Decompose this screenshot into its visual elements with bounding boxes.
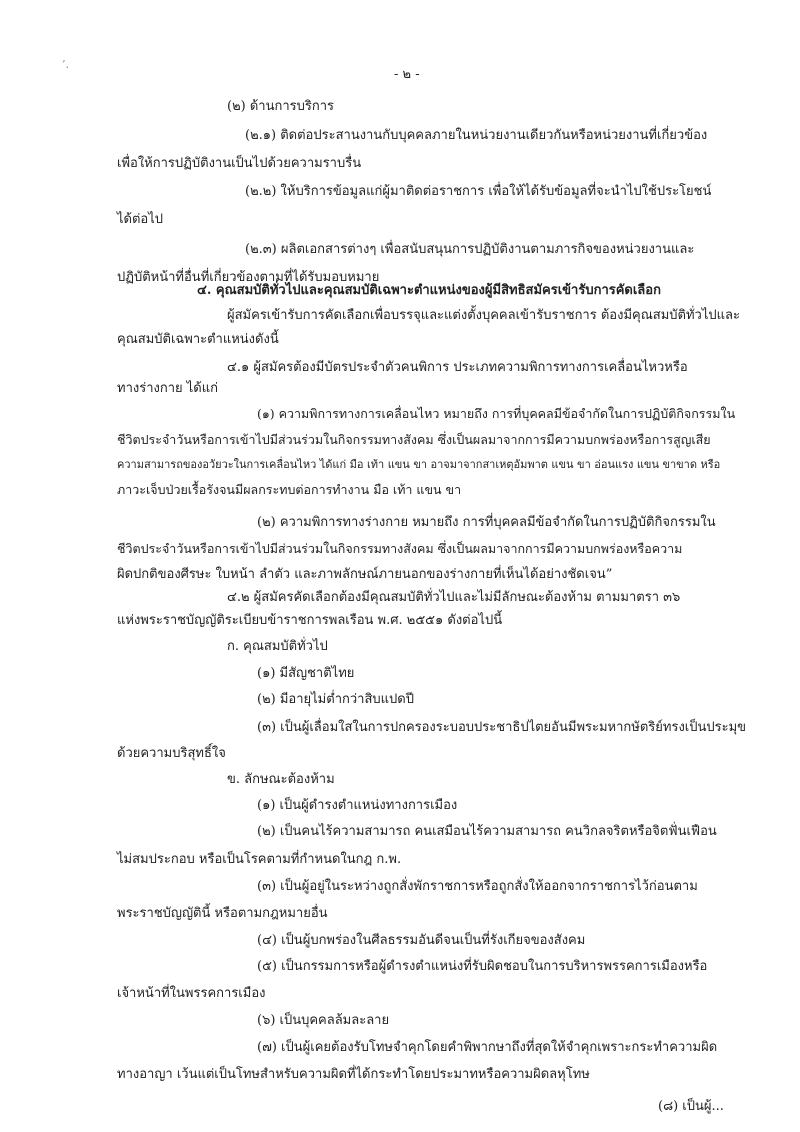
doc-line: (๒) ด้านการบริการ [227, 99, 335, 114]
doc-line: ๔.๑ ผู้สมัครต้องมีบัตรประจำตัวคนพิการ ประเภทความพิการทางการเคลื่อนไหวหรือ [227, 360, 688, 375]
doc-line: (๓) เป็นผู้อยู่ในระหว่างถูกสั่งพักราชการหรือถูกสั่งให้ออกจากราชการไว้ก่อนตาม [257, 879, 698, 894]
doc-line: คุณสมบัติเฉพาะตำแหน่งดังนี้ [117, 332, 279, 347]
doc-line: ไม่สมประกอบ หรือเป็นโรคตามที่กำหนดในกฎ ก.พ. [117, 852, 402, 867]
doc-line: ชีวิตประจำวันหรือการเข้าไปมีส่วนร่วมในกิจกรรมทางสังคม ซึ่งเป็นผลมาจากการมีความบกพร่องหรือการสูญเสีย [117, 432, 711, 447]
doc-line: ผู้สมัครเข้ารับการคัดเลือกเพื่อบรรจุและแต่งตั้งบุคคลเข้ารับราชการ ต้องมีคุณสมบัติทั่วไปและ [227, 308, 740, 323]
doc-line: ได้ต่อไป [117, 212, 164, 227]
doc-line: (๑) ความพิการทางการเคลื่อนไหว หมายถึง การที่บุคคลมีข้อจำกัดในการปฏิบัติกิจกรรมใน [257, 406, 736, 421]
doc-line: ๔.๒ ผู้สมัครคัดเลือกต้องมีคุณสมบัติทั่วไปและไม่มีลักษณะต้องห้าม ตามมาตรา ๓๖ [227, 590, 681, 605]
doc-line: (๒) มีอายุไม่ต่ำกว่าสิบแปดปี [257, 692, 414, 707]
doc-line: (๖) เป็นบุคคลล้มละลาย [257, 1013, 390, 1028]
doc-line: ภาวะเจ็บป่วยเรื้อรังจนมีผลกระทบต่อการทำงาน มือ เท้า แขน ขา [117, 482, 462, 497]
margin-mark: ’. [62, 58, 69, 71]
doc-line: (๕) เป็นกรรมการหรือผู้ดำรงตำแหน่งที่รับผิดชอบในการบริหารพรรคการเมืองหรือ [257, 959, 708, 974]
doc-line: ปฏิบัติหน้าที่อื่นที่เกี่ยวข้องตามที่ได้รับมอบหมาย [117, 270, 380, 285]
doc-line: (๓) เป็นผู้เลื่อมใสในการปกครองระบอบประชาธิปไตยอันมีพระมหากษัตริย์ทรงเป็นประมุข [257, 720, 747, 735]
doc-line: แห่งพระราชบัญญัติระเบียบข้าราชการพลเรือน พ.ศ. ๒๕๕๑ ดังต่อไปนี้ [117, 613, 503, 628]
doc-line: (๒.๒) ให้บริการข้อมูลแก่ผู้มาติดต่อราชการ เพื่อให้ได้รับข้อมูลที่จะนำไปใช้ประโยชน์ [245, 184, 712, 199]
doc-line: พระราชบัญญัตินี้ หรือตามกฎหมายอื่น [117, 906, 328, 921]
doc-line: (๒.๑) ติดต่อประสานงานกับบุคคลภายในหน่วยงานเดียวกันหรือหน่วยงานที่เกี่ยวข้อง [245, 128, 708, 143]
doc-line: (๑) มีสัญชาติไทย [257, 666, 355, 681]
continuation-marker: (๘) เป็นผู้... [658, 1099, 724, 1114]
doc-line: (๒.๓) ผลิตเอกสารต่างๆ เพื่อสนับสนุนการปฏิบัติงานตามภารกิจของหน่วยงานและ [245, 242, 695, 257]
doc-line: ทางร่างกาย ได้แก่ [117, 381, 218, 396]
doc-line: ด้วยความบริสุทธิ์ใจ [117, 746, 226, 761]
doc-line: ความสามารถของอวัยวะในการเคลื่อนไหว ได้แก่ มือ เท้า แขน ขา อาจมาจากสาเหตุอัมพาต แขน ขา อ่อนแรง แขน ขาขาด หรือ [117, 458, 721, 471]
doc-line: ชีวิตประจำวันหรือการเข้าไปมีส่วนร่วมในกิจกรรมทางสังคม ซึ่งเป็นผลมาจากการมีความบกพร่องหรือความ [117, 541, 683, 556]
doc-line: เจ้าหน้าที่ในพรรคการเมือง [117, 986, 266, 1001]
doc-line: ผิดปกติของศีรษะ ใบหน้า ลำตัว และภาพลักษณ์ภายนอกของร่างกายที่เห็นได้อย่างชัดเจน” [117, 567, 613, 582]
doc-line: เพื่อให้การปฏิบัติงานเป็นไปด้วยความราบรื่น [117, 156, 362, 171]
doc-line: ทางอาญา เว้นแต่เป็นโทษสำหรับความผิดที่ได้กระทำโดยประมาทหรือความผิดลหุโทษ [117, 1067, 590, 1082]
doc-line: ก. คุณสมบัติทั่วไป [227, 639, 328, 654]
doc-line: (๒) ความพิการทางร่างกาย หมายถึง การที่บุคคลมีข้อจำกัดในการปฏิบัติกิจกรรมใน [257, 515, 716, 530]
doc-line: (๗) เป็นผู้เคยต้องรับโทษจำคุกโดยคำพิพากษาถึงที่สุดให้จำคุกเพราะกระทำความผิด [257, 1040, 718, 1055]
section-heading: ๔. คุณสมบัติทั่วไปและคุณสมบัติเฉพาะตำแหน่งของผู้มีสิทธิสมัครเข้ารับการคัดเลือก [197, 283, 661, 298]
doc-line: (๒) เป็นคนไร้ความสามารถ คนเสมือนไร้ความสามารถ คนวิกลจริตหรือจิตฟั่นเฟือน [257, 824, 717, 839]
page-number: - ๒ - [394, 67, 420, 82]
doc-line: (๔) เป็นผู้บกพร่องในศีลธรรมอันดีจนเป็นที่รังเกียจของสังคม [257, 933, 586, 948]
doc-line: ข. ลักษณะต้องห้าม [227, 772, 335, 787]
doc-line: (๑) เป็นผู้ดำรงตำแหน่งทางการเมือง [257, 798, 458, 813]
